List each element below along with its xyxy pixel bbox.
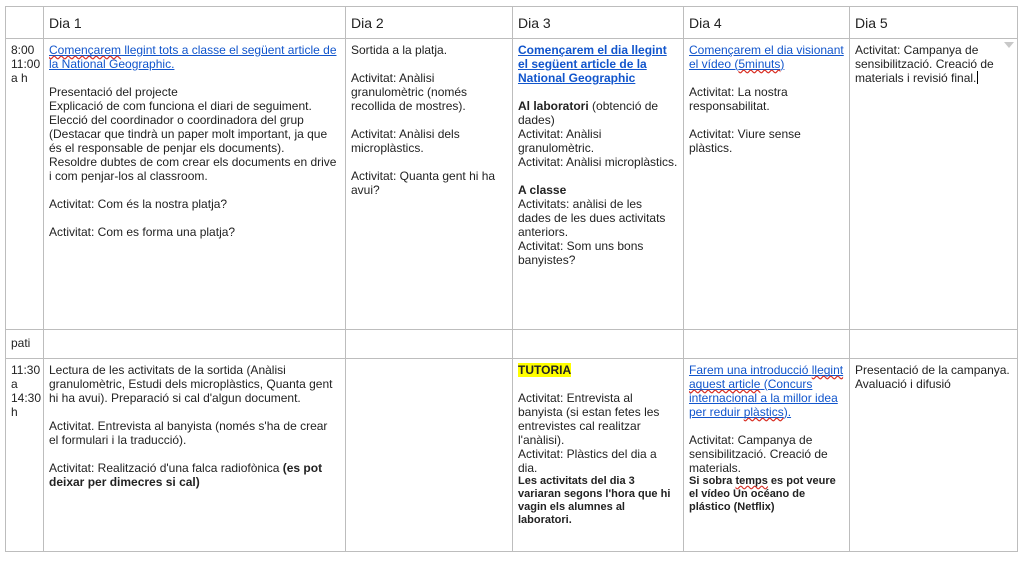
video-link[interactable]: Començarem el dia visionant el vídeo (5minuts) [689, 43, 844, 71]
activity-text: Activitat: La nostra responsabilitat. [689, 85, 788, 113]
activity-text: Lectura de les activitats de la sortida (Anàlisi granulomètric, Estudi dels microplàstics, Quanta gent hi ha avui). Preparació si cal d'algun document. [49, 363, 333, 405]
header-dia-1[interactable]: Dia 1 [44, 7, 346, 39]
time-line: a h [11, 71, 28, 85]
header-dia-2[interactable]: Dia 2 [346, 7, 513, 39]
text-line: Resoldre dubtes de com crear els documents en drive i com penjar-los al classroom. [49, 155, 337, 183]
activity-text: Activitat: Som uns bons banyistes? [518, 239, 644, 267]
time-line: 11:00 [11, 57, 41, 71]
cell-dia3-morning[interactable] [513, 39, 684, 330]
activity-text: Activitat: Quanta gent hi ha avui? [351, 169, 496, 197]
activity-text: Activitat: Com és la nostra platja? [49, 197, 228, 211]
activity-text: Activitat: Com es forma una platja? [49, 225, 236, 239]
cell-dia1-pati[interactable] [44, 330, 346, 359]
activity-text: Sortida a la platja. [351, 43, 448, 57]
time-cell-pati[interactable]: pati [6, 330, 44, 359]
activity-text: Activitat: Entrevista al banyista (si estan fetes les entrevistes cal realitzar l'anàlisi). [518, 391, 660, 447]
time-line: a [11, 377, 18, 391]
activity-text: Activitat: Plàstics del dia a dia. [518, 447, 657, 475]
article-link[interactable]: Farem una introducció llegint aquest article (Concurs internacional a la millor idea per reduir plàstics). [689, 363, 844, 419]
activity-text: Activitat: Realització d'una falca radiofònica [49, 461, 283, 475]
activity-text: Activitat: Campanya de sensibilització. Creació de materials i revisió final. [855, 43, 994, 85]
cell-dia1-afternoon[interactable] [44, 359, 346, 552]
activity-text: Presentació de la campanya. Avaluació i difusió [855, 363, 1010, 391]
activity-note [518, 475, 678, 527]
activity-text: Activitat: Viure sense plàstics. [689, 127, 801, 155]
cell-dia5-pati[interactable] [850, 330, 1018, 359]
cell-dia5-afternoon[interactable] [850, 359, 1018, 552]
time-line: 8:00 [11, 43, 35, 57]
national-geographic-article-link[interactable]: Començarem el dia llegint el següent article de la National Geographic [518, 43, 667, 85]
morning-row [6, 39, 1018, 330]
cell-dia1-morning[interactable] [44, 39, 346, 330]
lab-subtitle: (obtenció de dades) [518, 99, 659, 127]
schedule-table [5, 6, 1018, 552]
text-line: Explicació de com funciona el diari de seguiment. [49, 99, 312, 113]
activity-text: Activitat: Anàlisi granulomètric (només recollida de mostres). [351, 71, 468, 113]
time-line: 14:30 [11, 391, 42, 405]
header-dia-3[interactable]: Dia 3 [513, 7, 684, 39]
activity-note: Si sobra temps es pot veure el vídeo Un océano de plástico (Netflix) [689, 475, 836, 513]
header-dia-4[interactable]: Dia 4 [684, 7, 850, 39]
cell-dia2-pati[interactable] [346, 330, 513, 359]
cell-dropdown-icon[interactable] [1004, 42, 1014, 48]
activity-note: (es pot deixar per dimecres si cal) [49, 461, 323, 489]
activity-text: Activitats: anàlisi de les dades de les dues activitats anteriors. [518, 197, 666, 239]
cell-dia5-morning[interactable] [850, 39, 1018, 330]
activity-text: Activitat. Entrevista al banyista (només s'ha de crear el formulari i la traducció). [49, 419, 328, 447]
time-cell-morning[interactable] [6, 39, 44, 330]
cell-dia2-afternoon[interactable] [346, 359, 513, 552]
cell-dia4-pati[interactable] [684, 330, 850, 359]
cell-dia4-morning[interactable] [684, 39, 850, 330]
text-line: Presentació del projecte [49, 85, 178, 99]
national-geographic-link[interactable]: Començarem llegint tots a classe el següent article de la National Geographic. [49, 43, 337, 71]
header-row [6, 7, 1018, 39]
activity-text: Activitat: Anàlisi dels microplàstics. [351, 127, 460, 155]
activity-text: Activitat: Anàlisi microplàstics. [518, 155, 678, 169]
header-dia-5[interactable]: Dia 5 [850, 7, 1018, 39]
time-cell-afternoon[interactable] [6, 359, 44, 552]
afternoon-row [6, 359, 1018, 552]
cell-dia4-afternoon[interactable] [684, 359, 850, 552]
tutoria-label: TUTORIA [518, 363, 572, 377]
lab-title: Al laboratori [518, 99, 589, 113]
header-cell-empty[interactable] [6, 7, 44, 39]
cell-dia2-morning[interactable] [346, 39, 513, 330]
note-text: Les activitats del dia 3 variaran segons l'hora que hi vagin els alumnes al laboratori. [518, 475, 671, 526]
text-line: Elecció del coordinador o coordinadora del grup (Destacar que tindrà un paper molt important, ja que és el responsable de penjar els documents). [49, 113, 328, 155]
activity-text: Activitat: Campanya de sensibilització. Creació de materials. [689, 433, 828, 475]
pati-row [6, 330, 1018, 359]
cell-dia3-pati[interactable] [513, 330, 684, 359]
time-line: 11:30 [11, 363, 41, 377]
class-title: A classe [518, 183, 567, 197]
text-cursor [977, 71, 978, 84]
activity-text: Activitat: Anàlisi granulomètric. [518, 127, 602, 155]
cell-dia3-afternoon[interactable] [513, 359, 684, 552]
time-line: h [11, 405, 18, 419]
